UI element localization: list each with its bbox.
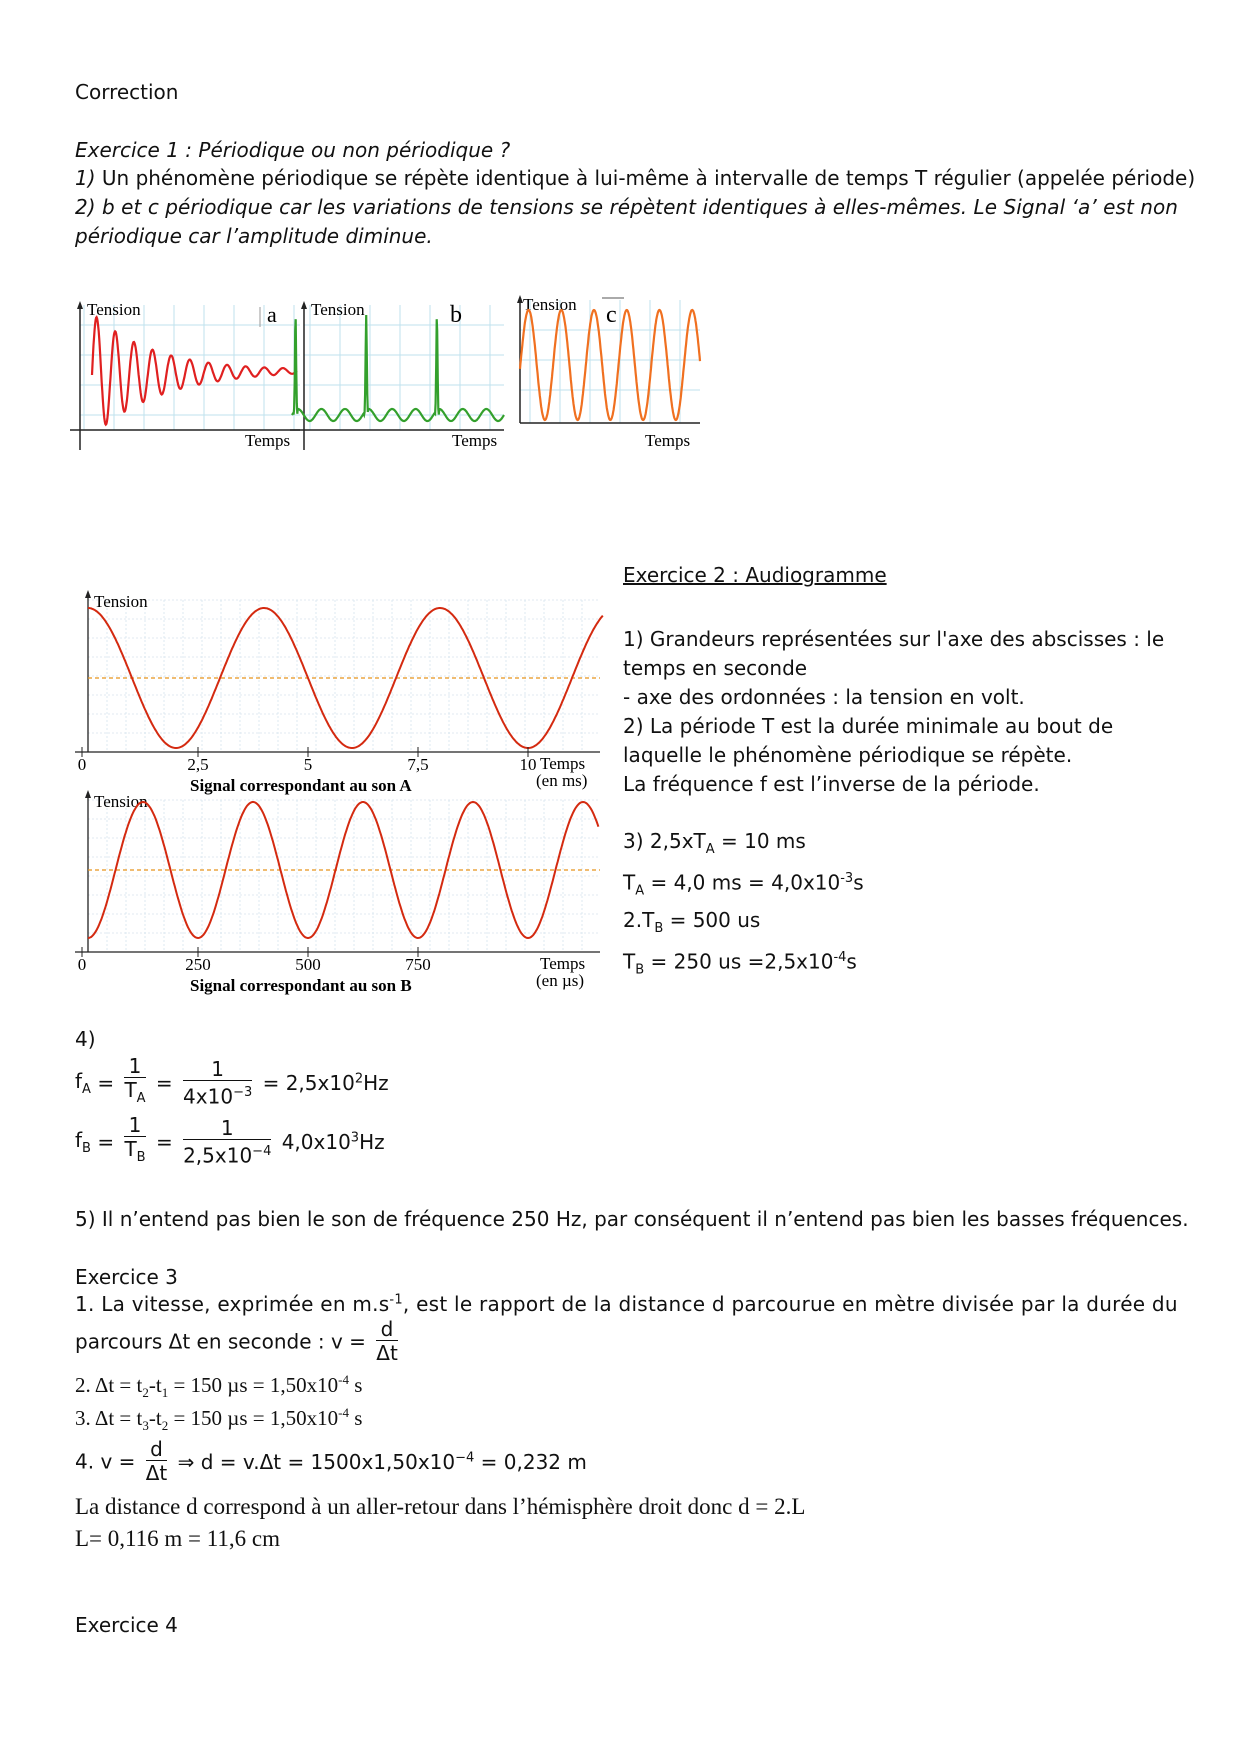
ex1-answer-1-num: 1) xyxy=(75,166,96,190)
x-tick-label: 250 xyxy=(185,955,211,974)
graph-son-b-ylabel: Tension xyxy=(94,792,148,811)
ex3-heading: Exercice 3 xyxy=(75,1265,178,1289)
ex2-fb-formula: $f_B$ = $\frac{1}{T_B}$ = $\frac{1}{2,5x10^{-4}}$ $4,0x10^3Hz$ xyxy=(75,1113,385,1168)
ex3-line2: 2. $\Delta t = t_2-t_1 = 150$ $\mu s = 1,50x10^{-4}$ s xyxy=(75,1372,363,1401)
graph-c-ylabel: Tension xyxy=(523,295,577,314)
x-tick-label: 0 xyxy=(77,755,87,774)
ex2-answers xyxy=(623,561,1164,984)
graph-c xyxy=(517,295,700,450)
page-title: Correction xyxy=(75,80,179,104)
graph-a xyxy=(70,300,300,450)
ex3-line6: L= 0,116 m = 11,6 cm xyxy=(75,1526,281,1551)
graph-son-a-ylabel: Tension xyxy=(94,592,148,611)
ex4-heading: Exercice 4 xyxy=(75,1613,178,1637)
graph-son-a-xlabel: Temps xyxy=(540,754,586,773)
ex2-tb1: $2.T_B = 500$ us xyxy=(623,907,761,936)
graph-c-xlabel: Temps xyxy=(645,431,691,450)
graph-son-b xyxy=(75,790,600,995)
ex2-r2-l1: 2) La période T est la durée minimale au bout de xyxy=(623,714,1114,738)
ex1-heading: Exercice 1 : Périodique ou non périodique ? xyxy=(75,138,511,162)
graph-a-xlabel: Temps xyxy=(245,431,291,450)
x-tick-label: 7,5 xyxy=(407,755,429,774)
ex2-r2-l3: La fréquence f est l’inverse de la période. xyxy=(623,772,1040,796)
ex2-tb2: $T_B = 250$ us $=2,5x10^{-4}s$ xyxy=(623,949,857,978)
graph-b-ylabel: Tension xyxy=(311,300,365,319)
ex2-r3: 3) $2,5xT_A = 10$ ms xyxy=(623,829,806,857)
graph-b-xlabel: Temps xyxy=(452,431,498,450)
ex3-line1: 1. La vitesse, exprimée en $m.s^{-1}$, est le rapport de la distance d parcourue en mètre divisée par la durée du xyxy=(75,1292,1178,1316)
ex2-r1-l3: - axe des ordonnées : la tension en volt. xyxy=(623,685,1025,709)
ex1-answer-2-line1: 2) b et c périodique car les variations de tensions se répètent identiques à elles-mêmes. Le Signal ‘a’ est non xyxy=(75,195,1179,219)
ex2-r2-l2: laquelle le phénomène périodique se répète. xyxy=(623,743,1073,767)
ex3-line3: 3. $\Delta t = t_3-t_2 = 150$ $\mu s = 1,50x10^{-4}$ s xyxy=(75,1405,363,1434)
x-tick-label: 500 xyxy=(295,955,321,974)
graph-b-letter: b xyxy=(450,302,462,328)
ex2-heading: Exercice 2 : Audiogramme xyxy=(623,563,887,587)
ex2-q4-label: 4) xyxy=(75,1027,96,1051)
x-tick-label: 5 xyxy=(303,755,313,774)
graph-son-b-xlabel: Temps xyxy=(540,954,586,973)
ex2-q5: 5) Il n’entend pas bien le son de fréquence 250 Hz, par conséquent il n’entend pas bien les basses fréquences. xyxy=(75,1207,1189,1231)
ex1-answer-2-line2: périodique car l’amplitude diminue. xyxy=(75,224,433,248)
ex2-audiogram-graphs xyxy=(70,590,610,1010)
graph-son-a xyxy=(75,590,603,795)
x-tick-label: 0 xyxy=(77,955,87,974)
x-tick-label: 750 xyxy=(405,955,431,974)
graph-son-a-caption: Signal correspondant au son A xyxy=(190,776,412,795)
x-tick-label: 10 xyxy=(519,755,537,774)
x-tick-label: 2,5 xyxy=(187,755,209,774)
ex2-ta: $T_A = 4,0$ ms = $4,0x10^{-3}s$ xyxy=(623,870,864,899)
ex2-fa-formula: $f_A$ = $\frac{1}{T_A}$ = $\frac{1}{4x10^{-3}}$ = $2,5x10^2Hz$ xyxy=(75,1054,389,1109)
ex3-line1b: parcours Δt en seconde : v = $\frac{d}{\Delta t}$ xyxy=(75,1317,398,1365)
ex1-signal-graphs xyxy=(70,295,750,455)
graph-b xyxy=(290,300,504,450)
graph-son-b-xunit: (en µs) xyxy=(536,971,585,990)
graph-a-curve xyxy=(92,317,297,424)
ex2-r1-l1: 1) Grandeurs représentées sur l'axe des abscisses : le xyxy=(623,627,1165,651)
ex1-answer-1 xyxy=(75,166,1195,190)
graph-son-b-caption: Signal correspondant au son B xyxy=(190,976,412,995)
ex2-r1-l2: temps en seconde xyxy=(623,656,808,680)
ex3-line5: La distance d correspond à un aller-retour dans l’hémisphère droit donc d = 2.L xyxy=(75,1494,806,1519)
graph-a-ylabel: Tension xyxy=(87,300,141,319)
graph-b-curve xyxy=(292,315,504,421)
graph-son-a-xunit: (en ms) xyxy=(536,771,588,790)
graph-a-letter: a xyxy=(267,302,277,327)
ex3-line4: 4. v = $\frac{d}{\Delta t}$ ⇒ $d = v.\Delta t = 1500x1,50x10^{-4} = 0,232$ m xyxy=(75,1437,587,1485)
graph-c-letter: c xyxy=(606,302,617,328)
ex1-answer-1-text: Un phénomène périodique se répète identique à lui-même à intervalle de temps T régulier (appelée période) xyxy=(101,166,1196,190)
